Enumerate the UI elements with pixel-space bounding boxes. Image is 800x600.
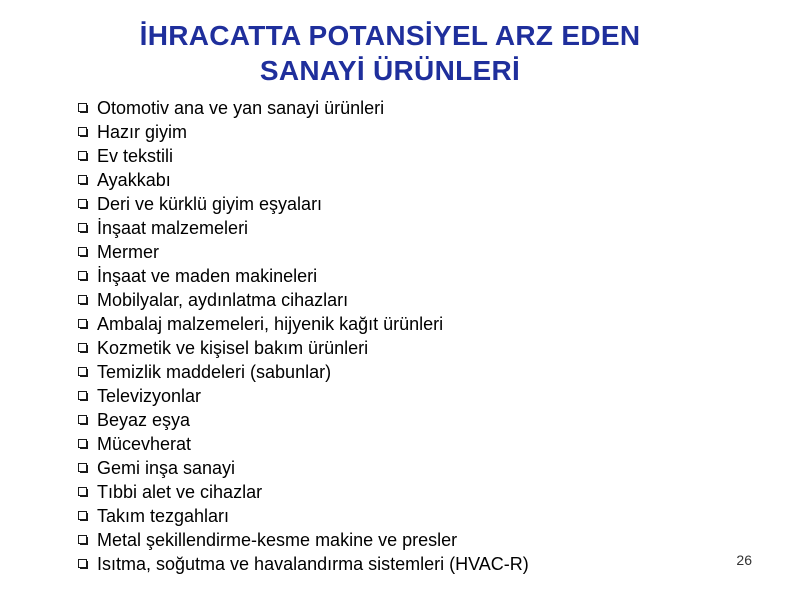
square-bullet-icon bbox=[78, 199, 88, 209]
list-item-text: Mermer bbox=[97, 241, 159, 262]
square-bullet-icon bbox=[78, 511, 88, 521]
list-item-text: Metal şekillendirme-kesme makine ve presler bbox=[97, 529, 458, 550]
list-item bbox=[78, 192, 529, 216]
list-item bbox=[78, 528, 529, 552]
list-item-text: Ev tekstili bbox=[97, 145, 174, 166]
list-item-text: Ayakkabı bbox=[97, 169, 171, 190]
list-item-text: Otomotiv ana ve yan sanayi ürünleri bbox=[97, 97, 385, 118]
square-bullet-icon bbox=[78, 487, 88, 497]
square-bullet-icon bbox=[78, 463, 88, 473]
list-item bbox=[78, 408, 529, 432]
title-line-2: SANAYİ ÜRÜNLERİ bbox=[259, 55, 521, 86]
slide-title bbox=[60, 18, 720, 88]
list-item bbox=[78, 120, 529, 144]
square-bullet-icon bbox=[78, 439, 88, 449]
list-item bbox=[78, 312, 529, 336]
list-item bbox=[78, 384, 529, 408]
list-item-text: Temizlik maddeleri (sabunlar) bbox=[97, 361, 332, 382]
list-item bbox=[78, 168, 529, 192]
square-bullet-icon bbox=[78, 343, 88, 353]
page-number: 26 bbox=[736, 552, 752, 568]
list-item-text: Hazır giyim bbox=[97, 121, 188, 142]
list-item bbox=[78, 240, 529, 264]
list-item-text: Gemi inşa sanayi bbox=[97, 457, 236, 478]
list-item bbox=[78, 552, 529, 576]
list-item-text: Mobilyalar, aydınlatma cihazları bbox=[97, 289, 349, 310]
list-item-text: Kozmetik ve kişisel bakım ürünleri bbox=[97, 337, 369, 358]
list-item-text: Isıtma, soğutma ve havalandırma sistemleri (HVAC-R) bbox=[97, 553, 529, 574]
square-bullet-icon bbox=[78, 271, 88, 281]
list-item bbox=[78, 480, 529, 504]
list-item bbox=[78, 144, 529, 168]
list-item bbox=[78, 264, 529, 288]
square-bullet-icon bbox=[78, 367, 88, 377]
list-item-text: Ambalaj malzemeleri, hijyenik kağıt ürünleri bbox=[97, 313, 444, 334]
list-item bbox=[78, 432, 529, 456]
list-item-text: Beyaz eşya bbox=[97, 409, 191, 430]
list-item bbox=[78, 456, 529, 480]
list-item-text: Takım tezgahları bbox=[97, 505, 230, 526]
list-item-text: İnşaat ve maden makineleri bbox=[97, 265, 318, 286]
square-bullet-icon bbox=[78, 127, 88, 137]
square-bullet-icon bbox=[78, 223, 88, 233]
square-bullet-icon bbox=[78, 151, 88, 161]
list-item-text: İnşaat malzemeleri bbox=[97, 217, 249, 238]
square-bullet-icon bbox=[78, 295, 88, 305]
list-item bbox=[78, 96, 529, 120]
list-item-text: Deri ve kürklü giyim eşyaları bbox=[97, 193, 323, 214]
square-bullet-icon bbox=[78, 175, 88, 185]
square-bullet-icon bbox=[78, 319, 88, 329]
list-item bbox=[78, 216, 529, 240]
list-item-text: Tıbbi alet ve cihazlar bbox=[97, 481, 263, 502]
square-bullet-icon bbox=[78, 559, 88, 569]
list-item bbox=[78, 360, 529, 384]
title-line-1: İHRACATTA POTANSİYEL ARZ EDEN bbox=[139, 20, 641, 51]
list-item-text: Mücevherat bbox=[97, 433, 192, 454]
square-bullet-icon bbox=[78, 415, 88, 425]
square-bullet-icon bbox=[78, 103, 88, 113]
square-bullet-icon bbox=[78, 247, 88, 257]
square-bullet-icon bbox=[78, 391, 88, 401]
list-item-text: Televizyonlar bbox=[97, 385, 202, 406]
list-item bbox=[78, 504, 529, 528]
bullet-list bbox=[78, 96, 529, 576]
list-item bbox=[78, 288, 529, 312]
square-bullet-icon bbox=[78, 535, 88, 545]
list-item bbox=[78, 336, 529, 360]
